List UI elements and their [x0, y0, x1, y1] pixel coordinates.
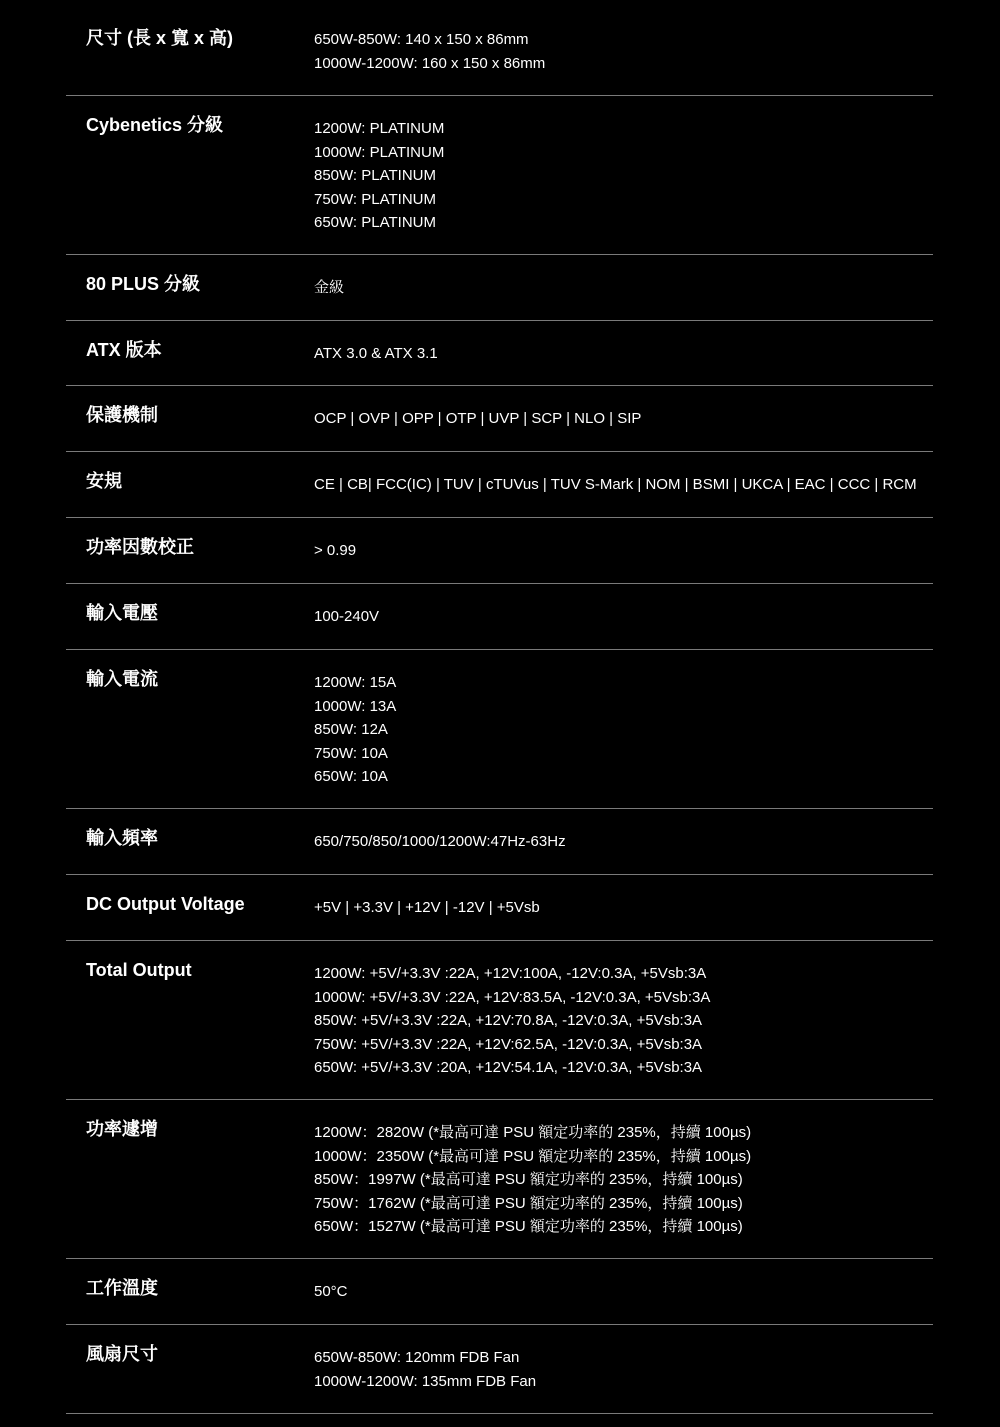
spec-label: DC Output Voltage [86, 894, 245, 914]
spec-label: 功率因數校正 [86, 537, 194, 557]
spec-value-line: 750W：1762W (*最高可達 PSU 額定功率的 235%，持續 100µs) [314, 1194, 743, 1212]
spec-label: 保護機制 [86, 405, 158, 425]
spec-value-line: 650W: 10A [314, 768, 388, 785]
spec-row [66, 1325, 933, 1414]
spec-row [66, 809, 933, 875]
spec-value-line: 1000W: 13A [314, 697, 397, 715]
spec-row [66, 96, 933, 255]
spec-row [66, 584, 933, 650]
spec-value-line: OCP | OVP | OPP | OTP | UVP | SCP | NLO | SIP [314, 410, 642, 427]
spec-values [314, 518, 933, 583]
spec-row [66, 875, 933, 941]
spec-value-line: 850W: 12A [314, 721, 388, 738]
spec-row [66, 0, 933, 96]
spec-values [314, 452, 933, 517]
spec-value-line: 100-240V [314, 608, 380, 625]
spec-values [314, 941, 933, 1099]
spec-value-line: 1000W：2350W (*最高可達 PSU 額定功率的 235%，持續 100µs) [314, 1147, 752, 1165]
spec-values [314, 96, 933, 254]
spec-value-line: 1200W: +5V/+3.3V :22A, +12V:100A, -12V:0.3A, +5Vsb:3A [314, 965, 707, 982]
spec-value-line: 650W：1527W (*最高可達 PSU 額定功率的 235%，持續 100µs) [314, 1218, 743, 1235]
spec-label: Cybenetics 分級 [86, 115, 224, 135]
spec-row [66, 941, 933, 1100]
spec-values [314, 584, 933, 649]
spec-values [314, 0, 933, 95]
spec-values [314, 650, 933, 808]
spec-label: 80 PLUS 分級 [86, 274, 201, 294]
spec-table [66, 0, 933, 1414]
spec-label: 工作溫度 [86, 1278, 158, 1298]
spec-value-line: ATX 3.0 & ATX 3.1 [314, 345, 438, 362]
spec-label: 安規 [86, 471, 122, 491]
spec-values [314, 321, 933, 385]
spec-value-line: 金級 [314, 279, 345, 296]
spec-value-line: 850W: PLATINUM [314, 167, 436, 184]
spec-value-line: +5V | +3.3V | +12V | -12V | +5Vsb [314, 899, 540, 916]
spec-label: 輸入頻率 [86, 828, 158, 848]
spec-value-line: > 0.99 [314, 542, 357, 559]
spec-row [66, 1100, 933, 1259]
spec-values [314, 255, 933, 320]
spec-row [66, 1259, 933, 1325]
spec-value-line: 650W-850W: 140 x 150 x 86mm [314, 31, 529, 48]
spec-value-line: 650W: +5V/+3.3V :20A, +12V:54.1A, -12V:0.3A, +5Vsb:3A [314, 1059, 703, 1076]
spec-value-line: 650W: PLATINUM [314, 214, 436, 231]
spec-label: 尺寸 (長 x 寬 x 高) [86, 28, 234, 48]
spec-value-line: CE | CB| FCC(IC) | TUV | cTUVus | TUV S-Mark | NOM | BSMI | UKCA | EAC | CCC | RCM [314, 476, 917, 493]
spec-value-line: 1200W: 15A [314, 674, 397, 691]
spec-value-line: 750W: 10A [314, 744, 388, 762]
spec-value-line: 750W: +5V/+3.3V :22A, +12V:62.5A, -12V:0.3A, +5Vsb:3A [314, 1035, 703, 1053]
spec-label: Total Output [86, 960, 192, 980]
spec-values [314, 386, 933, 451]
spec-value-line: 50°C [314, 1283, 348, 1300]
spec-row [66, 321, 933, 386]
spec-value-line: 1200W: PLATINUM [314, 120, 445, 137]
spec-value-line: 650W-850W: 120mm FDB Fan [314, 1349, 520, 1366]
spec-value-line: 1000W-1200W: 135mm FDB Fan [314, 1372, 537, 1390]
spec-row [66, 255, 933, 321]
spec-row [66, 650, 933, 809]
spec-label: 風扇尺寸 [86, 1344, 158, 1364]
spec-value-line: 850W：1997W (*最高可達 PSU 額定功率的 235%，持續 100µs) [314, 1171, 743, 1188]
spec-label: 輸入電壓 [86, 603, 158, 623]
spec-values [314, 1325, 933, 1413]
spec-value-line: 1000W: PLATINUM [314, 143, 445, 161]
spec-values [314, 1100, 933, 1258]
spec-value-line: 750W: PLATINUM [314, 190, 436, 208]
spec-value-line: 1000W: +5V/+3.3V :22A, +12V:83.5A, -12V:0.3A, +5Vsb:3A [314, 988, 711, 1006]
spec-value-line: 650/750/850/1000/1200W:47Hz-63Hz [314, 833, 566, 850]
spec-row [66, 518, 933, 584]
spec-value-line: 1200W：2820W (*最高可達 PSU 額定功率的 235%，持續 100µs) [314, 1124, 752, 1141]
spec-label: ATX 版本 [86, 340, 162, 360]
spec-value-line: 850W: +5V/+3.3V :22A, +12V:70.8A, -12V:0.3A, +5Vsb:3A [314, 1012, 703, 1029]
spec-row [66, 452, 933, 518]
spec-label: 輸入電流 [86, 669, 158, 689]
spec-label: 功率遽增 [86, 1119, 158, 1139]
spec-value-line: 1000W-1200W: 160 x 150 x 86mm [314, 54, 546, 72]
spec-row [66, 386, 933, 452]
spec-values [314, 875, 933, 940]
spec-values [314, 1259, 933, 1324]
spec-values [314, 809, 933, 874]
